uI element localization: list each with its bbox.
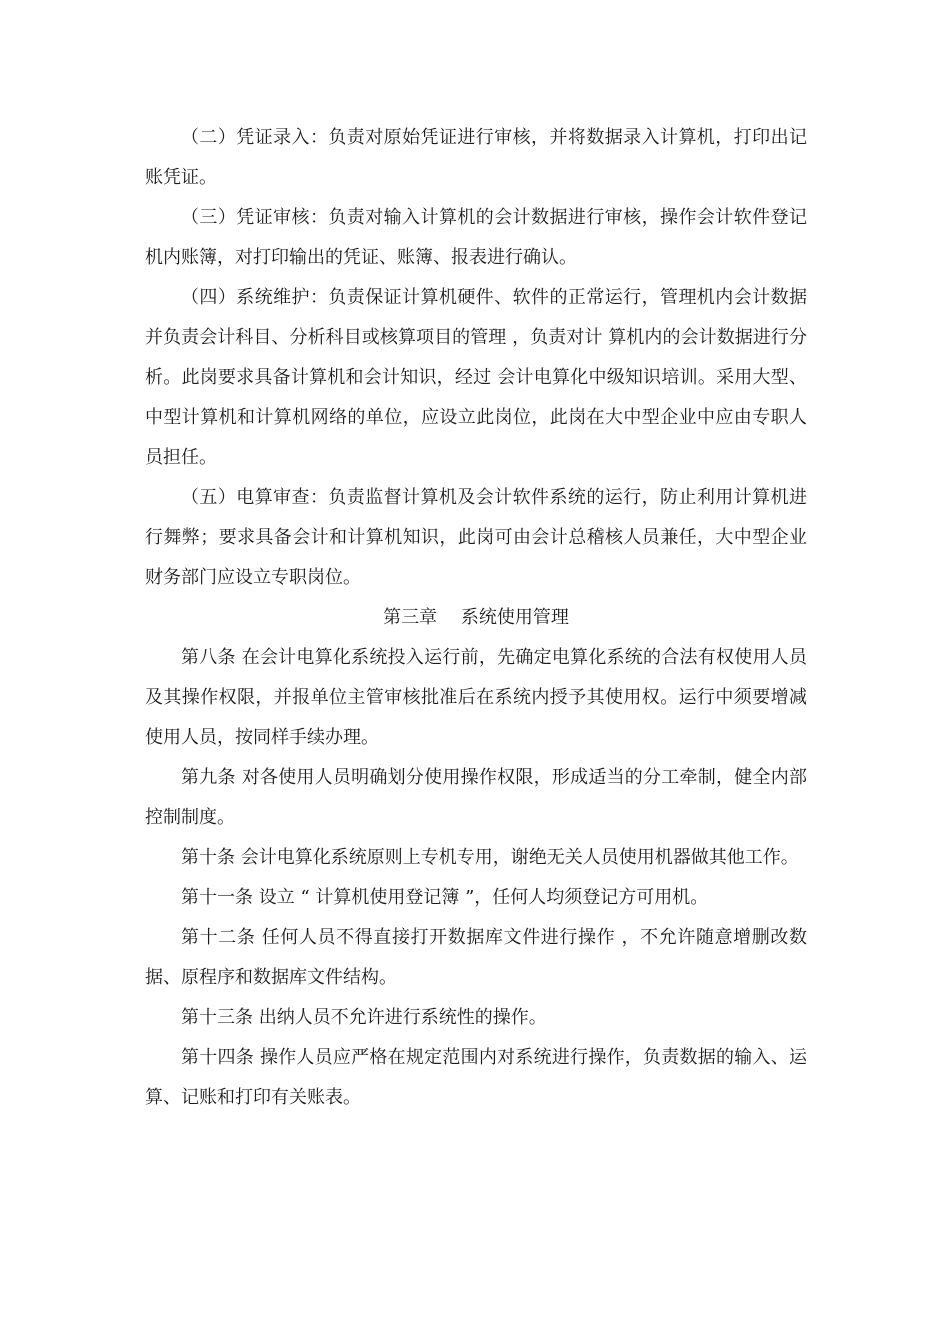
document-body <box>145 118 807 1118</box>
paragraph-article-14: 第十四条 操作人员应严格在规定范围内对系统进行操作，负责数据的输入、运算、记账和打印有关账表。 <box>145 1047 807 1108</box>
paragraph-article-8: 第八条 在会计电算化系统投入运行前，先确定电算化系统的合法有权使用人员及其操作权限，并报单位主管审核批准后在系统内授予其使用权。运行中须要增减使用人员，按同样手续办理。 <box>145 647 807 748</box>
chapter-heading: 第三章 系统使用管理 <box>383 607 569 628</box>
paragraph-article-11: 第十一条 设立 “ 计算机使用登记簿 ”，任何人均须登记方可用机。 <box>181 887 709 908</box>
paragraph-audit: （五）电算审查：负责监督计算机及会计软件系统的运行，防止利用计算机进行舞弊；要求具备会计和计算机知识，此岗可由会计总稽核人员兼任，大中型企业财务部门应设立专职岗位。 <box>145 487 807 588</box>
paragraph-article-9: 第九条 对各使用人员明确划分使用操作权限，形成适当的分工牵制，健全内部控制制度。 <box>145 767 807 828</box>
paragraph-article-13: 第十三条 出纳人员不允许进行系统性的操作。 <box>181 1007 547 1028</box>
paragraph-voucher-review: （三）凭证审核：负责对输入计算机的会计数据进行审核，操作会计软件登记机内账簿，对打印输出的凭证、账簿、报表进行确认。 <box>145 207 807 268</box>
paragraph-voucher-entry: （二）凭证录入：负责对原始凭证进行审核，并将数据录入计算机，打印出记账凭证。 <box>145 127 807 188</box>
paragraph-article-12: 第十二条 任何人员不得直接打开数据库文件进行操作 ，不允许随意增删改数据、原程序和数据库文件结构。 <box>145 927 807 988</box>
paragraph-article-10: 第十条 会计电算化系统原则上专机专用，谢绝无关人员使用机器做其他工作。 <box>181 847 799 868</box>
paragraph-system-maintenance: （四）系统维护：负责保证计算机硬件、软件的正常运行，管理机内会计数据并负责会计科目、分析科目或核算项目的管理 ，负责对计 算机内的会计数据进行分析。此岗要求具备计算机和会计知识，经过 会计电算化中级知识培训。采用大型、中型计算机和计算机网络的单位，应设立此岗位，此岗在大中型企业中应由专职人员担任。 <box>145 287 807 468</box>
